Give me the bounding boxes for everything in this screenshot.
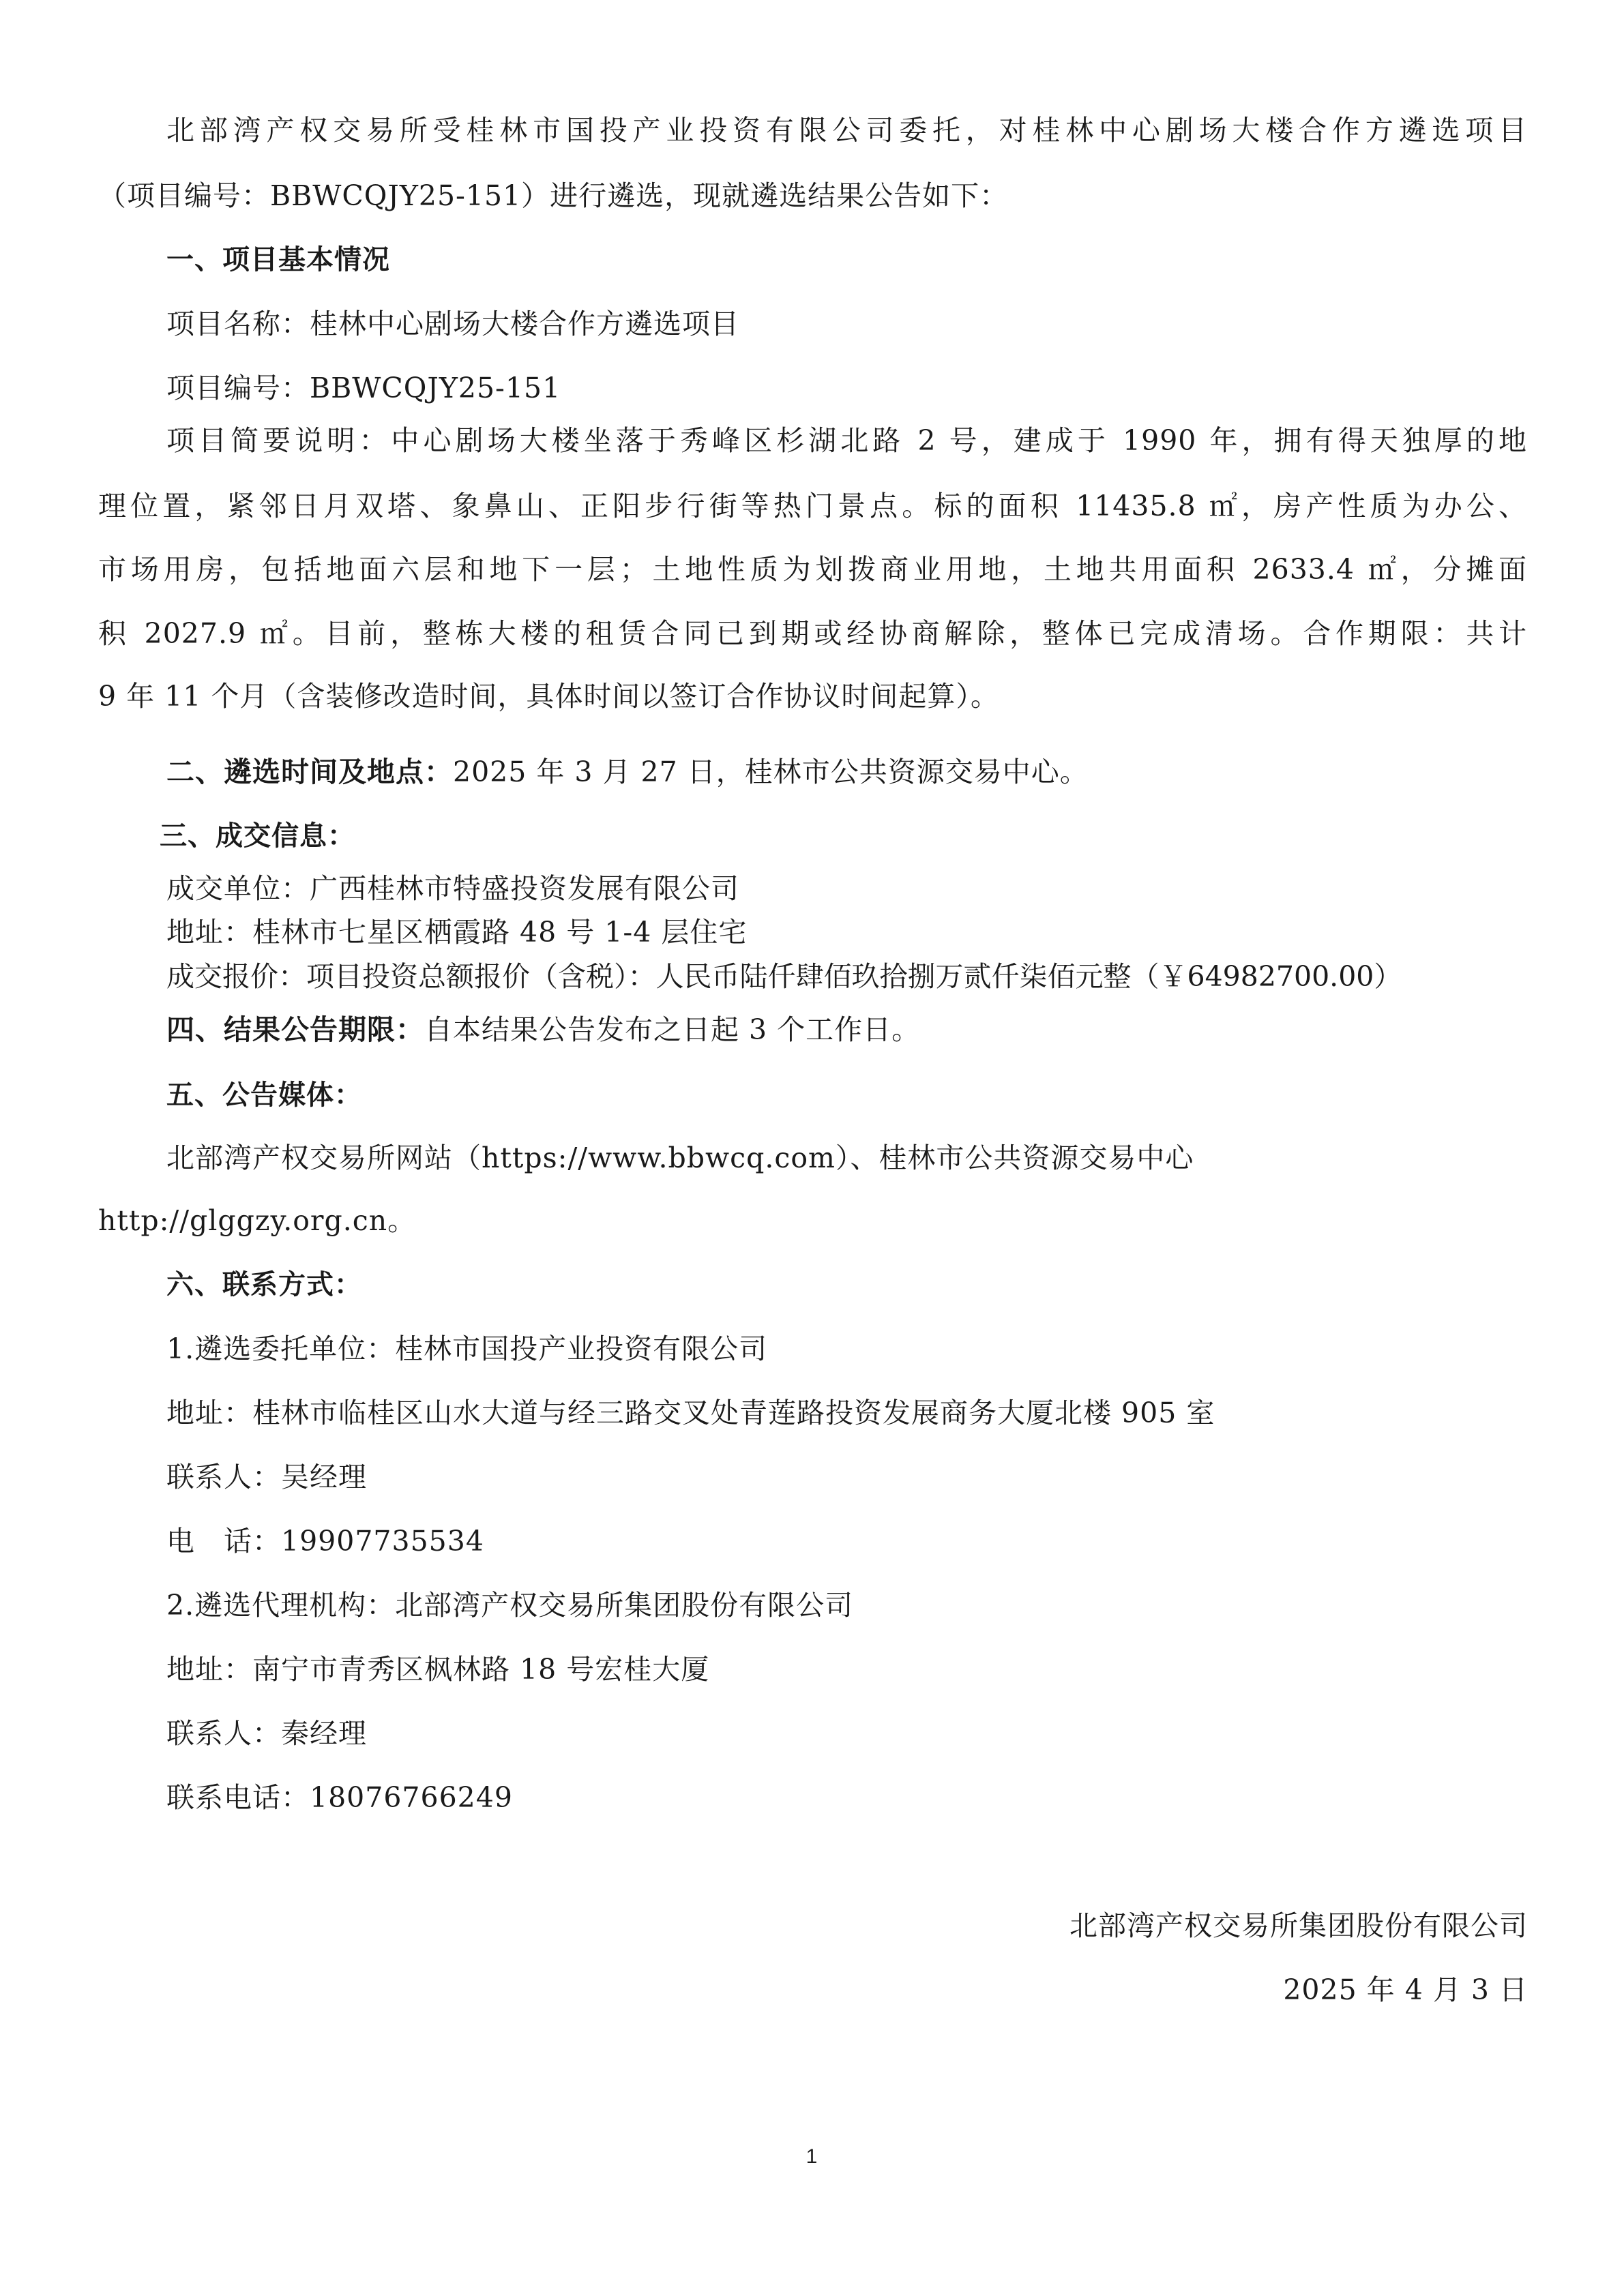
section-heading-time-place: 二、遴选时间及地点： [166,756,453,788]
client-unit: 1.遴选委托单位：桂林市国投产业投资有限公司 [166,1332,768,1365]
signature-org: 北部湾产权交易所集团股份有限公司 [1069,1909,1528,1942]
section-heading-media: 五、公告媒体： [166,1079,362,1111]
client-phone: 电 话：19907735534 [166,1525,484,1557]
section-heading-basic-info: 一、项目基本情况 [166,244,390,275]
client-contact: 联系人：吴经理 [166,1461,367,1493]
media-line-2: http://glggzy.org.cn。 [98,1204,417,1237]
time-place-text: 2025 年 3 月 27 日，桂林市公共资源交易中心。 [453,756,1089,788]
page-number: 1 [806,2145,818,2168]
project-desc-line-3: 市场用房，包括地面六层和地下一层；土地性质为划拨商业用地，土地共用面积 2633.4 ㎡，分摊面 [98,553,1527,586]
project-desc-line-2: 理位置，紧邻日月双塔、象鼻山、正阳步行街等热门景点。标的面积 11435.8 ㎡，房产性质为办公、 [98,490,1527,522]
agent-address: 地址：南宁市青秀区枫林路 18 号宏桂大厦 [166,1653,710,1686]
project-desc-line-5: 9 年 11 个月（含装修改造时间，具体时间以签订合作协议时间起算）。 [98,680,999,713]
section-heading-deal-info: 三、成交信息： [160,820,355,852]
media-line-1: 北部湾产权交易所网站（https://www.bbwcq.com）、桂林市公共资源交易中心 [166,1142,1194,1174]
section-heading-contact: 六、联系方式： [166,1269,362,1300]
deal-address: 地址：桂林市七星区栖霞路 48 号 1-4 层住宅 [166,916,748,949]
section-heading-announce-period: 四、结果公告期限： [166,1013,424,1046]
project-code: 项目编号：BBWCQJY25-151 [166,372,561,404]
intro-line-1: 北部湾产权交易所受桂林市国投产业投资有限公司委托，对桂林中心剧场大楼合作方遴选项目 [166,114,1527,147]
intro-line-2: （项目编号：BBWCQJY25-151）进行遴选，现就遴选结果公告如下： [98,179,1009,212]
deal-price: 成交报价：项目投资总额报价（含税）：人民币陆仟肆佰玖拾捌万贰仟柒佰元整（￥64982700.00） [166,960,1402,993]
project-name: 项目名称：桂林中心剧场大楼合作方遴选项目 [166,308,739,340]
client-address: 地址：桂林市临桂区山水大道与经三路交叉处青莲路投资发展商务大厦北楼 905 室 [166,1397,1215,1429]
signature-date: 2025 年 4 月 3 日 [1283,1973,1528,2006]
announce-period-text: 自本结果公告发布之日起 3 个工作日。 [424,1013,921,1046]
agent-unit: 2.遴选代理机构：北部湾产权交易所集团股份有限公司 [166,1589,854,1622]
project-desc-line-4: 积 2027.9 ㎡。目前，整栋大楼的租赁合同已到期或经协商解除，整体已完成清场。合作期限：共计 [98,617,1527,650]
agent-contact: 联系人：秦经理 [166,1717,367,1750]
section-time-place [166,752,1089,792]
deal-unit: 成交单位：广西桂林市特盛投资发展有限公司 [166,872,739,905]
project-desc-line-1: 项目简要说明：中心剧场大楼坐落于秀峰区杉湖北路 2 号，建成于 1990 年，拥有得天独厚的地 [166,424,1527,457]
section-announce-period [166,1010,920,1049]
agent-phone: 联系电话：18076766249 [166,1781,513,1814]
